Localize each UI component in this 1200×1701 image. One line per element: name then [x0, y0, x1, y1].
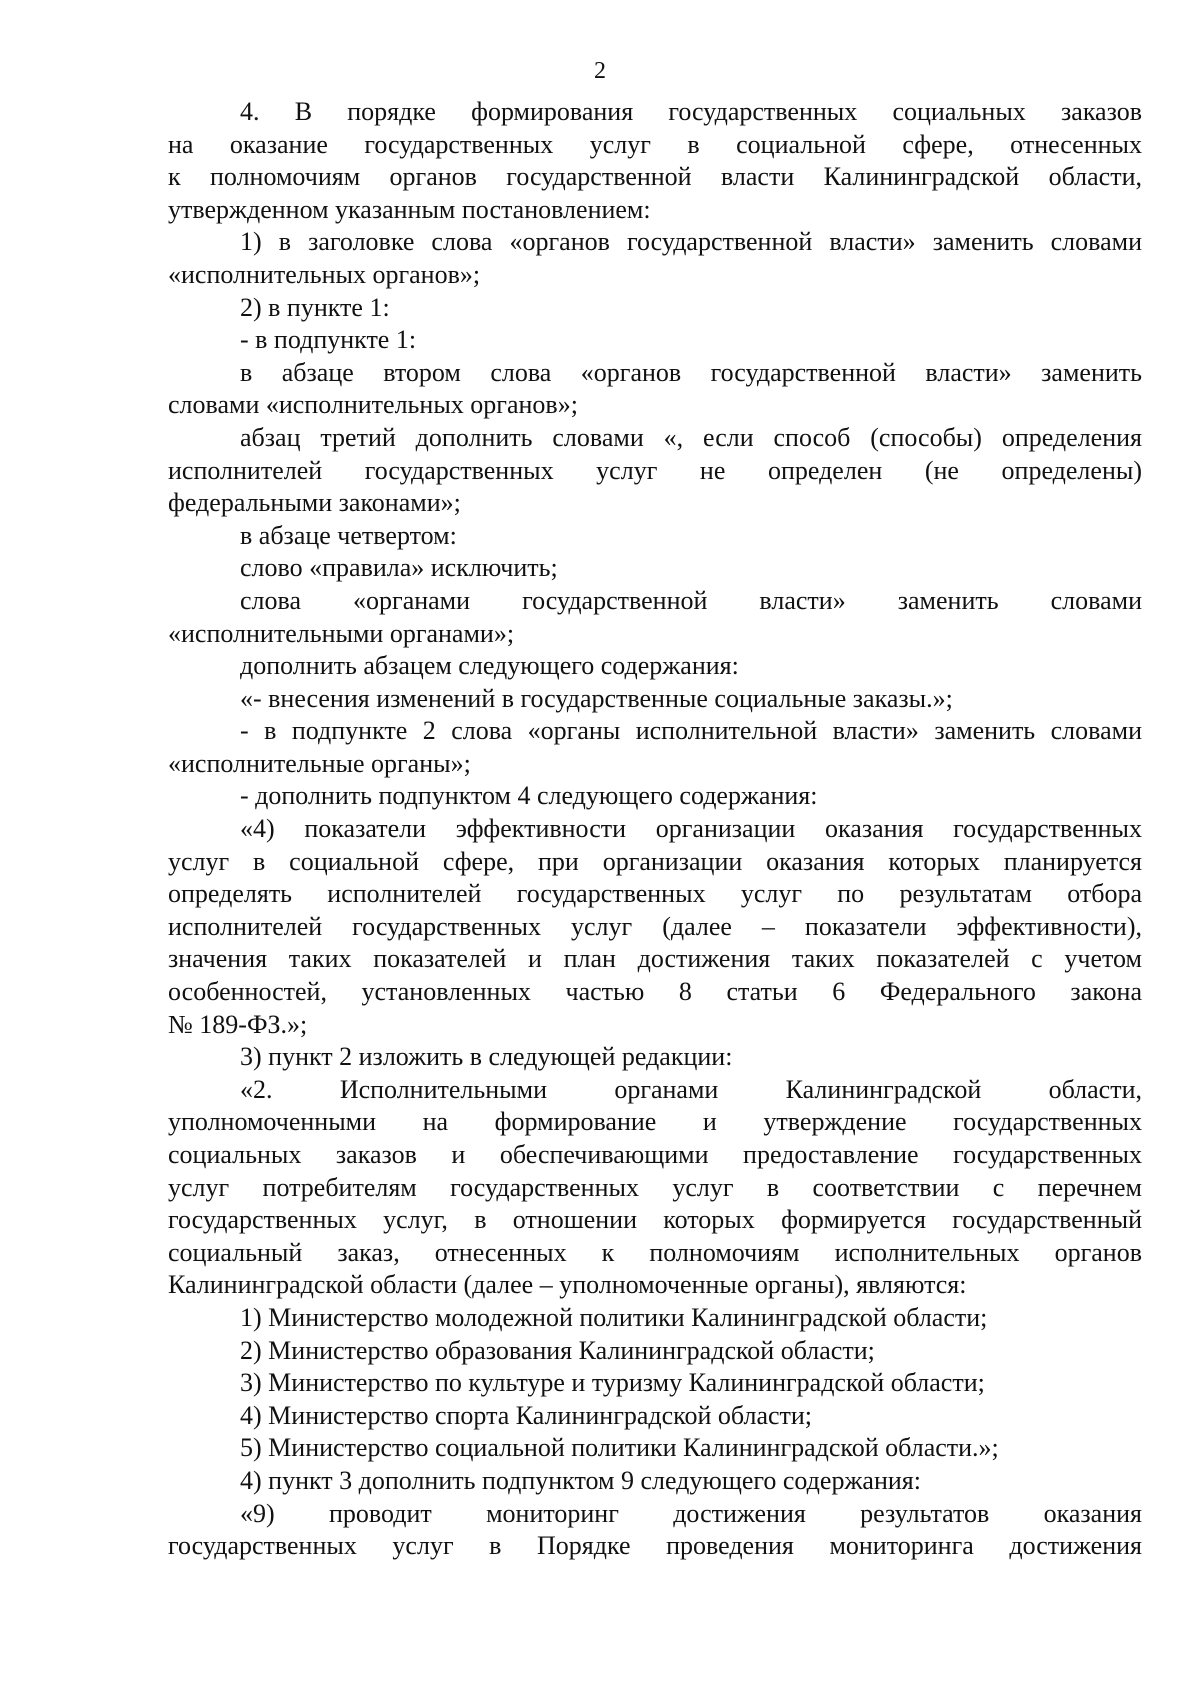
text-line: «исполнительными органами»; [168, 618, 515, 648]
text-line: 2) Министерство образования Калининградской области; [240, 1335, 875, 1365]
page-number: 2 [594, 58, 606, 84]
text-line: «исполнительные органы»; [168, 748, 471, 778]
text-line: «- внесения изменений в государственные социальные заказы.»; [240, 683, 953, 713]
text-line: 4) пункт 3 дополнить подпунктом 9 следующего содержания: [240, 1465, 921, 1495]
text-line: значения таких показателей и план достижения таких показателей с учетом [168, 944, 1142, 974]
text-line: на оказание государственных услуг в социальной сфере, отнесенных [168, 129, 1142, 159]
text-line: 4. В порядке формирования государственных социальных заказов [240, 97, 1142, 126]
text-line: 1) в заголовке слова «органов государственной власти» заменить словами [240, 227, 1142, 257]
text-line: 5) Министерство социальной политики Калининградской области.»; [240, 1433, 999, 1463]
text-line: услуг в социальной сфере, при организации оказания которых планируется [168, 846, 1142, 876]
text-line: 3) пункт 2 изложить в следующей редакции: [240, 1042, 733, 1072]
text-line: «9) проводит мониторинг достижения результатов оказания [240, 1498, 1142, 1528]
text-line: государственных услуг, в отношении которых формируется государственный [168, 1205, 1142, 1235]
text-line: социальный заказ, отнесенных к полномочиям исполнительных органов [168, 1237, 1142, 1267]
text-line: 4) Министерство спорта Калининградской области; [240, 1400, 813, 1430]
text-line: в абзаце четвертом: [240, 520, 457, 550]
text-line: слово «правила» исключить; [240, 553, 558, 583]
text-line: Калининградской области (далее – уполномоченные органы), являются: [168, 1270, 967, 1300]
text-line: определять исполнителей государственных услуг по результатам отбора [168, 879, 1142, 909]
text-line: № 189-ФЗ.»; [168, 1009, 308, 1039]
text-line: особенностей, установленных частью 8 статьи 6 Федерального закона [168, 977, 1142, 1007]
text-line: - дополнить подпунктом 4 следующего содержания: [240, 781, 818, 811]
text-line: словами «исполнительных органов»; [168, 390, 578, 420]
text-line: «2. Исполнительными органами Калининградской области, [240, 1074, 1142, 1104]
text-line: «исполнительных органов»; [168, 259, 481, 289]
text-line: к полномочиям органов государственной власти Калининградской области, [168, 162, 1142, 192]
text-line: государственных услуг в Порядке проведения мониторинга достижения [168, 1531, 1142, 1561]
text-line: федеральными законами»; [168, 488, 461, 518]
text-line: исполнителей государственных услуг не определен (не определены) [168, 455, 1142, 485]
text-line: «4) показатели эффективности организации оказания государственных [240, 814, 1142, 844]
text-line: слова «органами государственной власти» заменить словами [240, 585, 1142, 615]
text-line: 1) Министерство молодежной политики Калининградской области; [240, 1302, 988, 1332]
document-body [168, 96, 1142, 1563]
text-line: исполнителей государственных услуг (далее – показатели эффективности), [168, 911, 1142, 941]
text-line: утвержденном указанным постановлением: [168, 194, 651, 224]
text-line: в абзаце втором слова «органов государственной власти» заменить [240, 357, 1142, 387]
text-line: дополнить абзацем следующего содержания: [240, 651, 739, 681]
text-line: - в подпункте 2 слова «органы исполнительной власти» заменить словами [240, 716, 1142, 746]
text-line: социальных заказов и обеспечивающими предоставление государственных [168, 1140, 1142, 1169]
text-line: 2) в пункте 1: [240, 292, 390, 322]
text-line: 3) Министерство по культуре и туризму Калининградской области; [240, 1368, 985, 1398]
text-line: абзац третий дополнить словами «, если способ (способы) определения [240, 422, 1142, 452]
text-line: - в подпункте 1: [240, 325, 417, 355]
text-line: уполномоченными на формирование и утверждение государственных [168, 1107, 1142, 1137]
text-line: услуг потребителям государственных услуг в соответствии с перечнем [168, 1172, 1142, 1202]
